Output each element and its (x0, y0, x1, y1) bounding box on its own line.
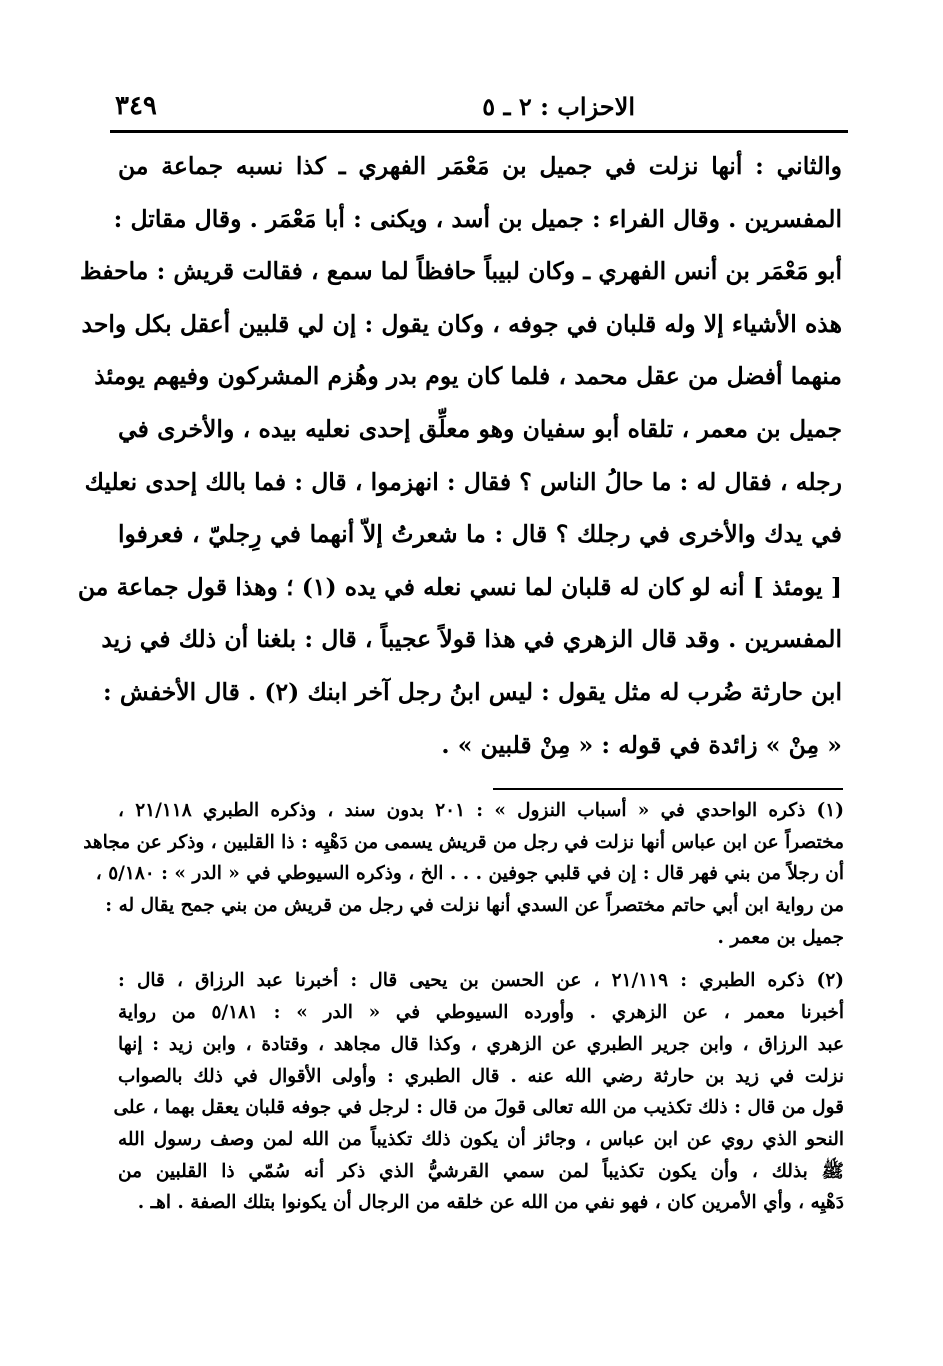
footnote-2 (113, 965, 845, 1219)
footnote-line: عبد الرزاق ، وابن جرير الطبري عن الزهري ، وكذا قال مجاهد ، وقتادة ، وابن زيد : إنها (118, 1033, 844, 1055)
main-text-line: هذه الأشياء إلا وله قلبان في جوفه ، وكان يقول : إن لي قلبين أعقل بكل واحد (81, 309, 842, 338)
main-text-line: رجله ، فقال له : ما حالُ الناس ؟ فقال : انهزموا ، قال : فما بالك إحدى نعليك (84, 467, 842, 496)
main-text-line: منهما أفضل من عقل محمد ، فلما كان يوم بدر وهُزم المشركون وفيهم يومئذ (94, 362, 842, 391)
footnote-line: (٢) ذكره الطبري : ٢١/١١٩ ، عن الحسن بن يحيى قال : أخبرنا عبد الرزاق ، قال : (118, 970, 845, 992)
footnote-line: نزلت في زيد بن حارثة رضي الله عنه . قال الطبري : وأولى الأقوال في ذلك بالصواب (118, 1065, 844, 1087)
footnotes (83, 795, 845, 1219)
footnote-rule (493, 788, 843, 790)
main-text-line: [ يومئذ ] أنه لو كان له قلبان لما نسي نعله في يده (١) ؛ وهذا قول جماعة من (77, 572, 842, 601)
footnote-line: أخبرنا معمر ، عن الزهري . وأورده السيوطي في « الدر » : ٥/١٨١ من رواية (118, 1002, 844, 1024)
main-text-line: المفسرين . وقد قال الزهري في هذا قولاً عجيباً ، قال : بلغنا أن ذلك في زيد (101, 625, 842, 654)
main-text-line: « مِنْ » زائدة في قوله : « مِنْ قلبين » . (441, 730, 842, 759)
main-text-line: المفسرين . وقال الفراء : جميل بن أسد ، ويكنى : أبا مَعْمَر . وقال مقاتل : (113, 204, 842, 233)
footnote-line: مختصراً عن ابن عباس أنها نزلت في رجل من قريش يسمى من دَهْيِه : ذا القلبين ، وذكر عن مجاهد (83, 831, 844, 853)
running-title: الاحزاب : ٢ ـ ٥ (482, 91, 635, 121)
footnote-line: أن رجلاً من بني فهر قال : إن في قلبي جوفين . . . الخ ، وذكره السيوطي في « الدر » : ٥/١٨٠ ، (95, 863, 844, 885)
footnote-spacer (118, 953, 844, 965)
footnote-line: دَهْيِه ، وأي الأمرين كان ، فهو نفي من الله عن خلقه من الرجال أن يكونوا بتلك الصفة . اهـ . (137, 1192, 844, 1214)
main-text-line: جميل بن معمر ، تلقاه أبو سفيان وهو معلِّق إحدى نعليه بيده ، والأخرى في (118, 414, 842, 443)
footnote-line: من رواية ابن أبي حاتم مختصراً عن السدي أنها نزلت في رجل من قريش من بني جمح يقال له : (105, 895, 844, 917)
footnote-line: ﷺ بذلك ، وأن يكون تكذيباً لمن سمي القرشيُّ الذي ذكر أنه سُمّي ذا القلبين من (118, 1160, 844, 1182)
main-text (77, 140, 842, 771)
page-number: ٣٤٩ (115, 91, 157, 121)
page-header (115, 86, 845, 126)
main-text-line: أبو مَعْمَر بن أنس الفهري ـ وكان لبيباً حافظاً لما سمع ، فقالت قريش : ماحفظ (79, 257, 842, 286)
footnote-line: (١) ذكره الواحدي في « أسباب النزول » : ٢٠١ بدون سند ، وذكره الطبري ٢١/١١٨ ، (118, 800, 844, 821)
footnote-line: النحو الذي روي عن ابن عباس ، وجائز أن يكون ذلك تكذيباً من الله لمن وصف رسول الله (118, 1128, 844, 1150)
footnote-1 (83, 795, 844, 953)
header-rule (110, 130, 848, 133)
main-text-line: والثاني : أنها نزلت في جميل بن مَعْمَر الفهري ـ كذا نسبه جماعة من (118, 152, 842, 180)
main-text-line: ابن حارثة ضُرب له مثل يقول : ليس ابنُ رجل آخر ابنك (٢) . قال الأخفش : (103, 677, 842, 706)
main-text-line: في يدك والأخرى في رجلك ؟ قال : ما شعرتُ إلاّ أنهما في رِجليّ ، فعرفوا (118, 520, 842, 549)
footnote-line: جميل بن معمر . (717, 926, 844, 948)
footnote-line: قول من قال : ذلك تكذيب من الله تعالى قولَ من قال : لرجل في جوفه قلبان يعقل بهما ، على (113, 1097, 844, 1119)
